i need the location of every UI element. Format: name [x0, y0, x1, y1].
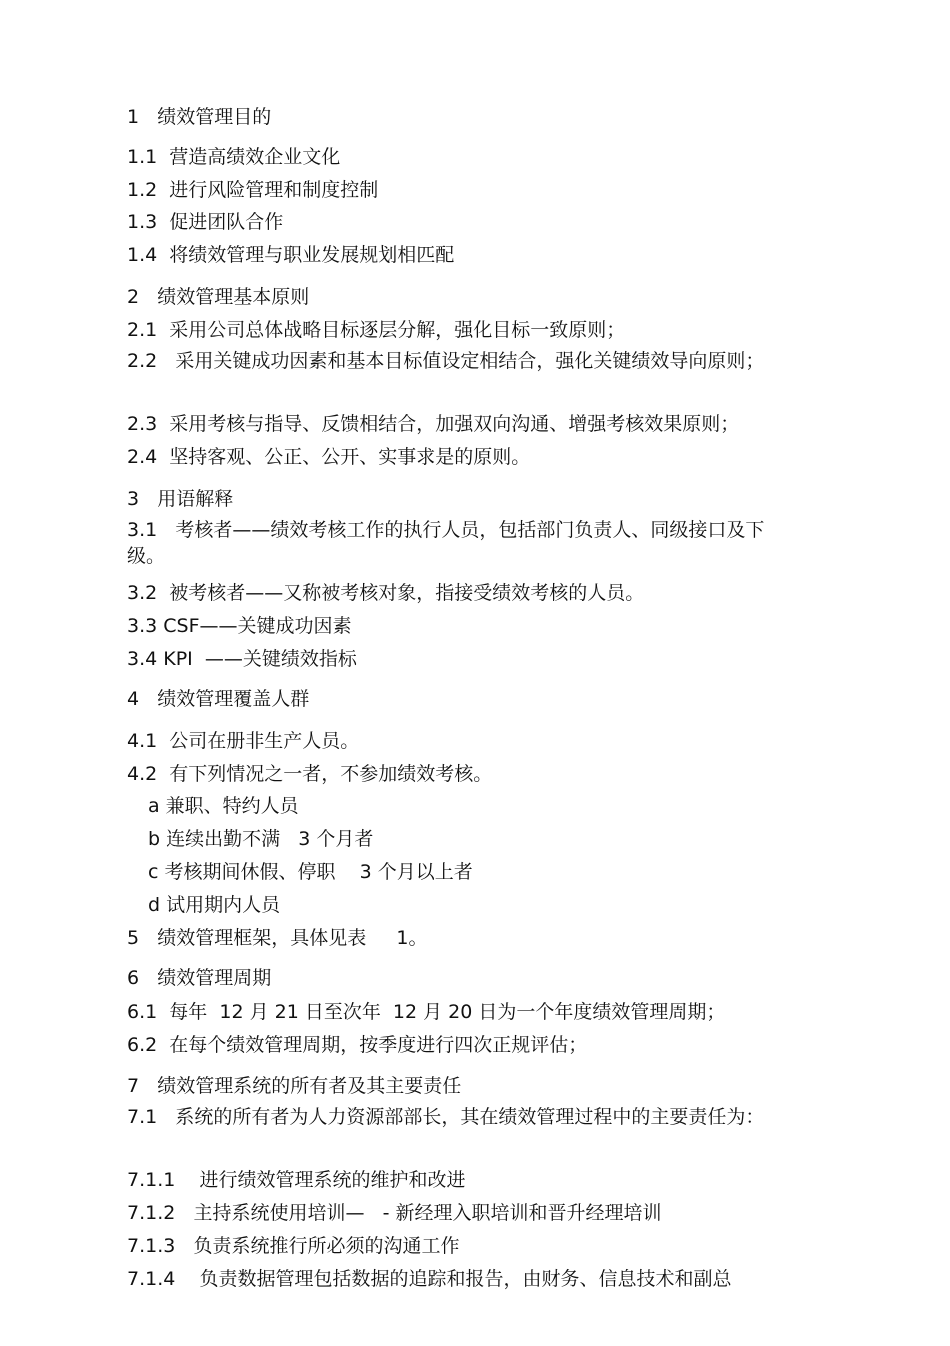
list-item-7-1-1: 7.1.1 进行绩效管理系统的维护和改进 — [127, 1169, 466, 1191]
list-item-7-1-3: 7.1.3 负责系统推行所必须的沟通工作 — [127, 1235, 460, 1257]
list-item-4-2: 4.2 有下列情况之一者，不参加绩效考核。 — [127, 763, 493, 785]
sub-item-a: a 兼职、特约人员 — [148, 795, 299, 817]
list-item-6-1: 6.1 每年 12 月 21 日至次年 12 月 20 日为一个年度绩效管理周期； — [127, 1001, 726, 1023]
list-item-2-2: 2.2 采用关键成功因素和基本目标值设定相结合，强化关键绩效导向原则； — [127, 350, 765, 372]
sub-item-c: c 考核期间休假、停职 3 个月以上者 — [148, 861, 473, 883]
list-item-3-4: 3.4 KPI ——关键绩效指标 — [127, 648, 357, 670]
section-heading-4: 4 绩效管理覆盖人群 — [127, 688, 310, 710]
section-heading-6: 6 绩效管理周期 — [127, 967, 272, 989]
list-item-7-1-4: 7.1.4 负责数据管理包括数据的追踪和报告，由财务、信息技术和副总 — [127, 1268, 732, 1290]
list-item-3-3: 3.3 CSF——关键成功因素 — [127, 615, 352, 637]
section-heading-3: 3 用语解释 — [127, 488, 234, 510]
list-item-1-2: 1.2 进行风险管理和制度控制 — [127, 179, 379, 201]
sub-item-b: b 连续出勤不满 3 个月者 — [148, 828, 374, 850]
list-item-4-1: 4.1 公司在册非生产人员。 — [127, 730, 360, 752]
sub-item-d: d 试用期内人员 — [148, 894, 281, 916]
list-item-3-1: 3.1 考核者——绩效考核工作的执行人员，包括部门负责人、同级接口及下级。 — [127, 519, 765, 567]
list-item-1-3: 1.3 促进团队合作 — [127, 211, 284, 233]
list-item-2-1: 2.1 采用公司总体战略目标逐层分解，强化目标一致原则； — [127, 319, 626, 341]
list-item-3-2: 3.2 被考核者——又称被考核对象，指接受绩效考核的人员。 — [127, 582, 645, 604]
list-item-2-3: 2.3 采用考核与指导、反馈相结合，加强双向沟通、增强考核效果原则； — [127, 413, 740, 435]
section-heading-7: 7 绩效管理系统的所有者及其主要责任 — [127, 1075, 462, 1097]
list-item-6-2: 6.2 在每个绩效管理周期，按季度进行四次正规评估； — [127, 1034, 588, 1056]
list-item-7-1-2: 7.1.2 主持系统使用培训— - 新经理入职培训和晋升经理培训 — [127, 1202, 662, 1224]
list-item-2-4: 2.4 坚持客观、公正、公开、实事求是的原则。 — [127, 446, 531, 468]
list-item-7-1: 7.1 系统的所有者为人力资源部部长，其在绩效管理过程中的主要责任为： — [127, 1106, 765, 1128]
list-item-1-1: 1.1 营造高绩效企业文化 — [127, 146, 341, 168]
section-heading-2: 2 绩效管理基本原则 — [127, 286, 310, 308]
list-item-1-4: 1.4 将绩效管理与职业发展规划相匹配 — [127, 244, 455, 266]
section-heading-5: 5 绩效管理框架，具体见表 1。 — [127, 927, 428, 949]
section-heading-1: 1 绩效管理目的 — [127, 106, 272, 128]
